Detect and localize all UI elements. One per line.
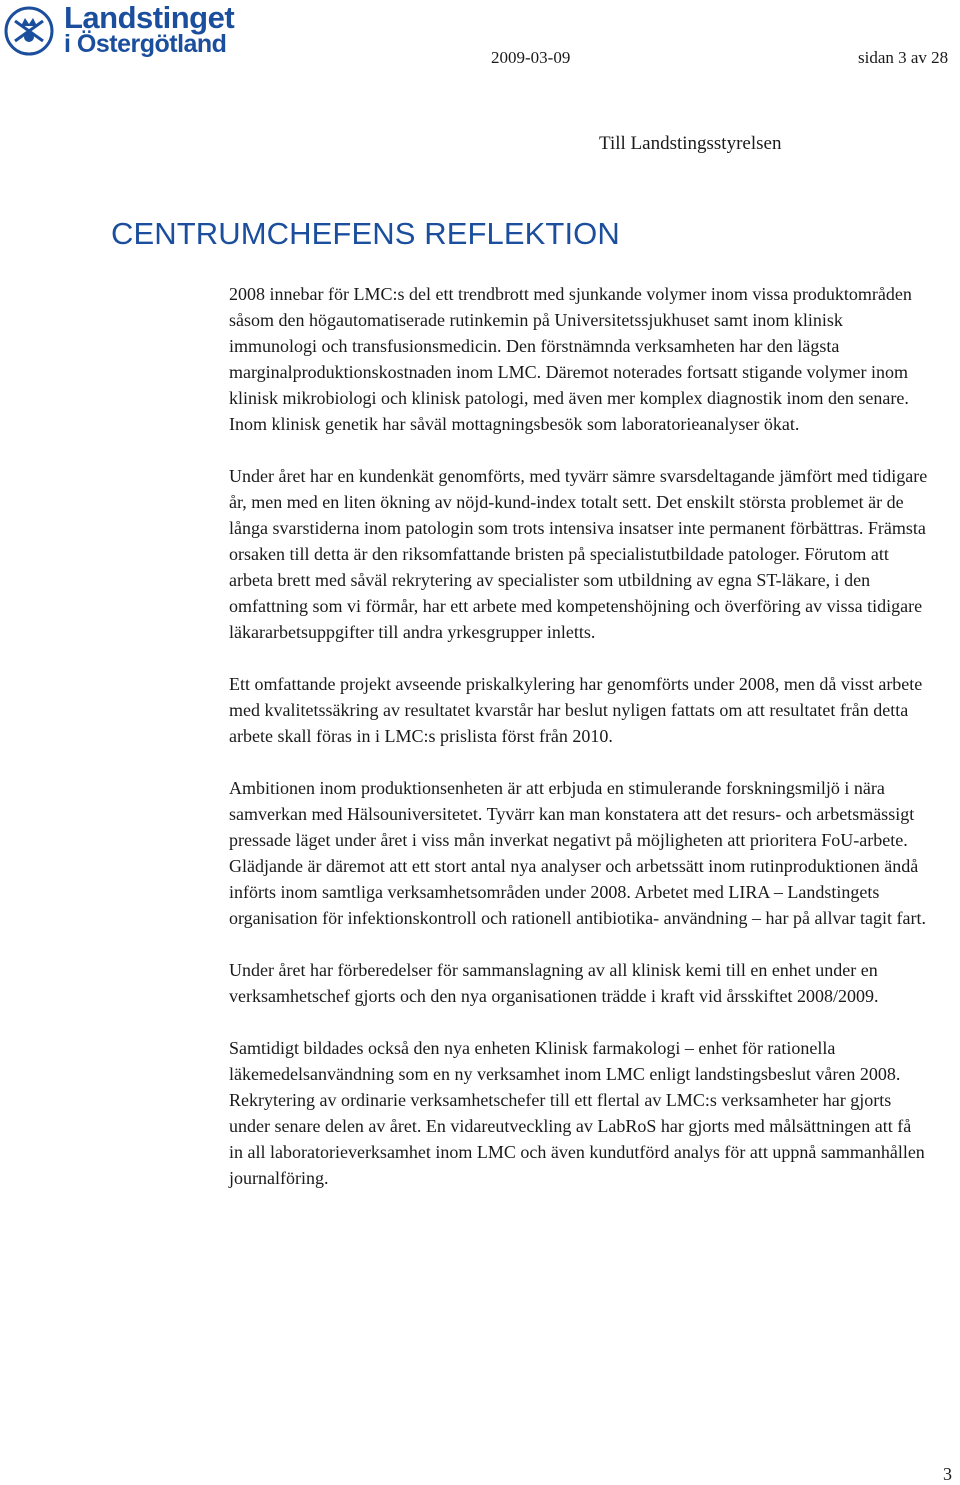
paragraph: Under året har förberedelser för sammanslagning av all klinisk kemi till en enhet under en verksamhetschef gjorts och den nya organisationen trädde i kraft vid årsskiftet 2008/2009. [229,960,879,1006]
crown-emblem-icon [2,4,56,58]
paragraph: Ambitionen inom produktionsenheten är att erbjuda en stimulerande forskningsmiljö i nära samverkan med Hälsouniversitetet. Tyvärr kan man konstatera att det resurs- och arbetsmässigt pressade läget under året i viss mån inverkat negativt på möjligheten att prioritera FoU-arbete. Glädjande är däremot att ett stort antal nya analyser och arbetssätt inom rutinproduktionen ändå införts inom samtliga verksamhetsområden under 2008. Arbetet med LIRA – Landstingets organisation för infektionskontroll och rationell antibiotika- användning – har på allvar tagit fart. [229,778,926,928]
organization-logo [0,0,250,64]
paragraph: 2008 innebar för LMC:s del ett trendbrott med sjunkande volymer inom vissa produktområden såsom den högautomatiserade rutinkemin på Universitetssjukhuset samt inom klinisk immunologi och transfusionsmedicin. Den förstnämnda verksamheten har den lägsta marginalproduktionskostnaden inom LMC. Däremot noterades fortsatt stigande volymer inom klinisk mikrobiologi och klinisk patologi, med även mer komplex diagnostik inom den senare. Inom klinisk genetik har såväl mottagningsbesök som laboratorieanalyser ökat. [229,284,912,434]
body-text [229,281,929,1191]
paragraph: Under året har en kundenkät genomförts, med tyvärr sämre svarsdeltagande jämfört med tidigare år, men med en liten ökning av nöjd-kund-index totalt sett. Det enskilt största problemet är de långa svarstiderna inom patologin som trots intensiva insatser inte permanent förbättras. Främsta orsaken till detta är den riksomfattande bristen på specialistutbildade patologer. Förutom att arbeta brett med såväl rekrytering av specialister som utbildning av egna ST-läkare, i den omfattning som vi förmår, har ett arbete med kompetenshöjning och överföring av vissa tidigare läkararbetsuppgifter till andra yrkesgrupper inletts. [229,466,928,642]
logo-text-landstinget: Landstinget [64,0,235,35]
recipient-line: Till Landstingsstyrelsen [599,133,782,154]
section-heading: CENTRUMCHEFENS REFLEKTION [111,216,620,251]
logo-text-ostergotland: i Östergötland [64,30,227,58]
paragraph: Samtidigt bildades också den nya enheten Klinisk farmakologi – enhet för rationella läkemedelsanvändning som en ny verksamhet inom LMC enligt landstingsbeslut våren 2008. Rekrytering av ordinarie verksamhetschefer till ett flertal av LMC:s verksamheter har gjorts under senare delen av året. En vidareutveckling av LabRoS har gjorts med målsättningen att få in all laboratorieverksamhet inom LMC och även kundutförd analys för att uppnå sammanhållen journalföring. [229,1038,925,1188]
paragraph: Ett omfattande projekt avseende priskalkylering har genomförts under 2008, men då visst arbete med kvalitetssäkring av resultatet kvarstår har beslut nyligen fattats om att resultatet från detta arbete skall föras in i LMC:s prislista först från 2010. [229,674,923,746]
header-date: 2009-03-09 [491,48,571,67]
page-number: 3 [943,1464,952,1484]
header-page-indicator: sidan 3 av 28 [858,48,949,67]
